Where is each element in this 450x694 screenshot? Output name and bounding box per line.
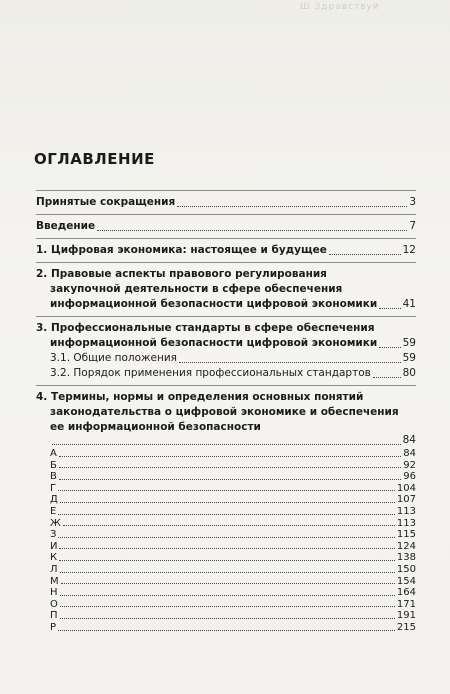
toc-page-number: 12 (402, 244, 416, 256)
toc-letter-entry[interactable] (50, 448, 416, 460)
leader-dots (373, 377, 401, 378)
toc-entry-label: 3.2. Порядок применения профессиональных стандартов (50, 367, 371, 379)
toc-letter-label: Л (50, 563, 58, 575)
toc-entry-label-line: законодательства о цифровой экономике и обеспечения (50, 406, 399, 418)
leader-dots (329, 254, 401, 255)
toc-page-number: 7 (409, 220, 416, 232)
toc-page-number: 84 (403, 448, 416, 459)
toc-letter-entry[interactable] (50, 506, 416, 518)
toc-letter-entry[interactable] (50, 518, 416, 530)
page-title: ОГЛАВЛЕНИЕ (34, 150, 155, 168)
toc-letter-entry[interactable] (50, 564, 416, 576)
toc-subentry-3-1[interactable] (36, 351, 416, 366)
toc-entry-label-line: закупочной деятельности в сфере обеспечения (50, 283, 343, 295)
toc-letter-entry[interactable] (50, 599, 416, 611)
toc-entry-label: Принятые сокращения (36, 196, 176, 208)
toc-letter-label: Д (50, 494, 58, 506)
leader-dots (97, 230, 407, 231)
table-of-contents (36, 190, 416, 638)
toc-letter-label: Е (50, 505, 57, 517)
toc-letter-label: В (50, 471, 57, 483)
toc-page-number: 191 (396, 610, 416, 622)
running-header: Ш Здравствуй (300, 2, 380, 12)
toc-entry-label-line: ее информационной безопасности (50, 421, 261, 433)
leader-dots (59, 467, 401, 468)
leader-dots (59, 560, 395, 561)
leader-dots (58, 537, 394, 538)
toc-entry-chapter-1[interactable] (36, 239, 416, 262)
toc-entry-chapter-3[interactable] (36, 317, 416, 385)
leader-dots (61, 583, 395, 584)
toc-entry-abbreviations[interactable] (36, 191, 416, 214)
toc-page-number: 154 (396, 575, 416, 587)
toc-letter-label: Ж (50, 517, 61, 529)
leader-dots (379, 347, 400, 348)
toc-letter-label: Б (50, 459, 57, 471)
toc-subentry-3-2[interactable] (36, 366, 416, 381)
toc-letter-label: М (50, 575, 59, 587)
toc-letter-entry[interactable] (50, 529, 416, 541)
toc-letter-label: К (50, 552, 58, 564)
toc-page-number: 124 (396, 540, 416, 552)
toc-letter-entry[interactable] (50, 610, 416, 622)
toc-page-number: 113 (396, 517, 416, 529)
toc-page-number: 113 (396, 505, 416, 517)
toc-entry-label-line: информационной безопасности цифровой экономики (50, 337, 378, 349)
leader-dots (60, 572, 395, 573)
toc-letter-label: Г (50, 482, 57, 494)
leader-dots (59, 548, 394, 549)
toc-letter-label: А (50, 448, 57, 459)
toc-letter-entry[interactable] (50, 622, 416, 634)
toc-page-number: 80 (402, 367, 416, 379)
toc-page-number: 92 (403, 459, 416, 471)
leader-dots (179, 362, 401, 363)
leader-dots (60, 595, 395, 596)
toc-page-number: 3 (409, 196, 416, 208)
toc-page-number: 138 (396, 552, 416, 564)
leader-dots (379, 308, 400, 309)
leader-dots (58, 490, 395, 491)
toc-entry-introduction[interactable] (36, 215, 416, 238)
leader-dots (60, 606, 395, 607)
toc-entry-label-line: 2. Правовые аспекты правового регулирования (36, 268, 327, 280)
toc-entry-label: Введение (36, 220, 96, 232)
toc-page-number: 171 (396, 598, 416, 610)
toc-letter-label: Р (50, 621, 57, 633)
leader-dots (60, 618, 395, 619)
leader-dots (58, 514, 395, 515)
leader-dots (60, 502, 395, 503)
toc-letter-entry[interactable] (50, 494, 416, 506)
toc-page-number: 107 (396, 494, 416, 506)
toc-letter-entry[interactable] (50, 541, 416, 553)
leader-dots (52, 444, 401, 445)
toc-letter-entry[interactable] (50, 483, 416, 495)
toc-letter-entry[interactable] (50, 471, 416, 483)
toc-letter-entry[interactable] (50, 460, 416, 472)
toc-page-number: 59 (402, 352, 416, 364)
toc-page-number: 96 (403, 471, 416, 483)
leader-dots (59, 456, 401, 457)
leader-dots (177, 206, 407, 207)
toc-letter-entry[interactable] (50, 552, 416, 564)
toc-page-number: 104 (396, 482, 416, 494)
toc-page-number: 115 (396, 529, 416, 541)
toc-entry-label-line: 3. Профессиональные стандарты в сфере обеспечения (36, 322, 375, 334)
leader-dots (59, 479, 401, 480)
toc-entry-label: 3.1. Общие положения (50, 352, 177, 364)
toc-page-number: 59 (402, 337, 416, 349)
leader-dots (58, 630, 395, 631)
toc-page-number: 41 (402, 298, 416, 310)
toc-letter-label: Н (50, 587, 58, 599)
toc-entry-chapter-4[interactable] (36, 386, 416, 638)
toc-page-number: 215 (396, 621, 416, 633)
toc-entry-label-line: 4. Термины, нормы и определения основных понятий (36, 391, 364, 403)
toc-letter-label: З (50, 529, 57, 541)
toc-letter-entry[interactable] (50, 587, 416, 599)
toc-letter-label: И (50, 540, 58, 552)
toc-letter-entry[interactable] (50, 576, 416, 588)
toc-page-number: 164 (396, 587, 416, 599)
letter-index-list (36, 448, 416, 634)
toc-page-number: 150 (396, 563, 416, 575)
toc-entry-label: 1. Цифровая экономика: настоящее и будущее (36, 244, 327, 256)
toc-entry-label-line: информационной безопасности цифровой экономики (50, 298, 378, 310)
leader-dots (63, 525, 395, 526)
toc-letter-label: П (50, 610, 58, 622)
toc-letter-label: О (50, 598, 58, 610)
toc-entry-chapter-2[interactable] (36, 263, 416, 316)
toc-page-number: 84 (402, 434, 416, 446)
